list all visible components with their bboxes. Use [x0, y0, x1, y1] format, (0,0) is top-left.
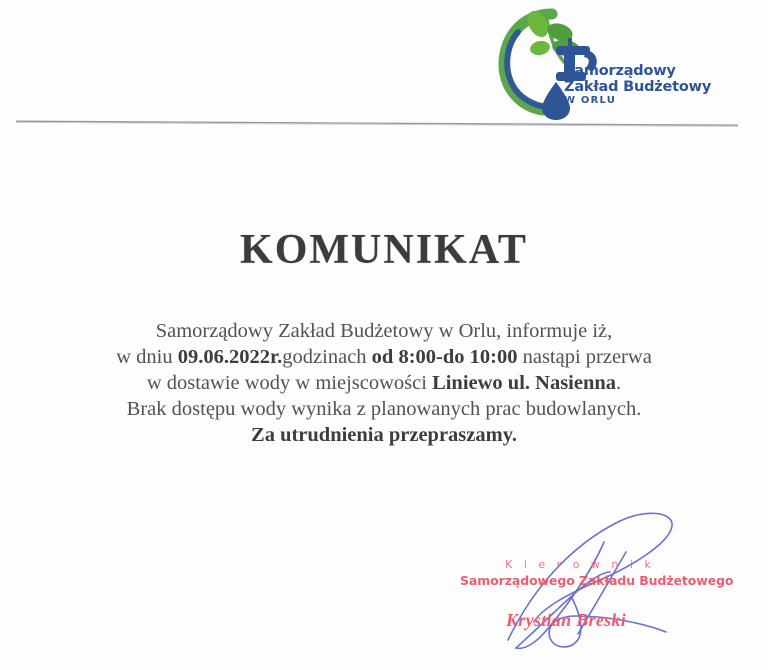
announcement-emphasis: Za utrudnienia przepraszamy. — [251, 424, 517, 446]
signer-name: Krystian Breski — [506, 610, 627, 630]
announcement-line — [0, 318, 768, 344]
announcement-text: w dostawie wody w miejscowości — [146, 372, 433, 394]
announcement-line — [0, 370, 768, 396]
logo-text-line-1: Samorządowy — [564, 63, 676, 79]
announcement-emphasis: 09.06.2022r. — [177, 346, 283, 368]
announcement-line — [0, 422, 768, 448]
announcement-text: . — [616, 372, 622, 394]
logo-text-line-3: W ORLU — [564, 95, 617, 107]
announcement-text: w dniu — [116, 346, 178, 368]
organization-logo — [494, 2, 716, 122]
header-divider — [16, 119, 738, 127]
letterhead — [0, 0, 768, 128]
logo-wordmark — [564, 64, 719, 107]
announcement-line — [0, 344, 768, 370]
logo-text-line-2: Zakład Budżetowy — [564, 78, 712, 95]
stamp-organization-label: Samorządowego Zakładu Budżetowego — [460, 573, 734, 588]
signature-block — [450, 498, 755, 663]
announcement-body — [0, 318, 768, 448]
page-title: KOMUNIKAT — [240, 227, 528, 274]
announcement-text: Brak dostępu wody wynika z planowanych prac budowlanych. — [126, 398, 642, 420]
announcement-line — [0, 396, 768, 422]
announcement-emphasis: Liniewo ul. Nasienna — [432, 372, 617, 394]
official-stamp — [460, 558, 734, 588]
announcement-text: Samorządowy Zakład Budżetowy w Orlu, informuje iż, — [155, 320, 613, 342]
announcement-text: nastąpi przerwa — [517, 346, 652, 368]
announcement-text: godzinach — [282, 346, 372, 368]
stamp-role-label: K i e r o w n i k — [505, 558, 655, 571]
announcement-emphasis: od 8:00-do 10:00 — [371, 346, 518, 368]
